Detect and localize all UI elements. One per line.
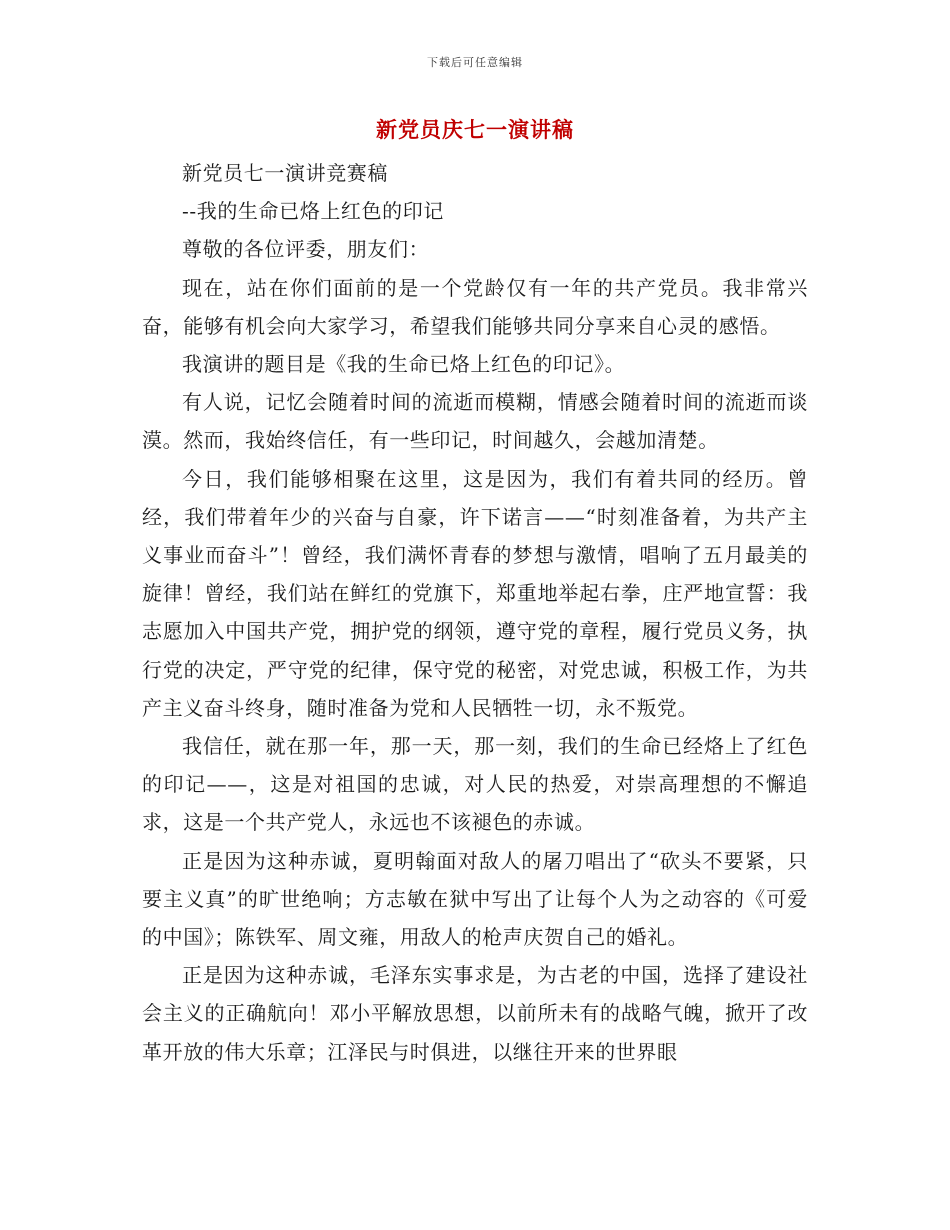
paragraph: 今日，我们能够相聚在这里，这是因为，我们有着共同的经历。曾经，我们带着年少的兴奋与自豪，许下诺言——“时刻准备着，为共产主义事业而奋斗”！曾经，我们满怀青春的梦想与激情，唱响了五月最美的旋律！曾经，我们站在鲜红的党旗下，郑重地举起右拳，庄严地宣誓：我志愿加入中国共产党，拥护党的纲领，遵守党的章程，履行党员义务，执行党的决定，严守党的纪律，保守党的秘密，对党忠诚，积极工作，为共产主义奋斗终身，随时准备为党和人民牺牲一切，永不叛党。 xyxy=(142,466,808,720)
paragraph: 正是因为这种赤诚，夏明翰面对敌人的屠刀唱出了“砍头不要紧，只要主义真”的旷世绝响；方志敏在狱中写出了让每个人为之动容的《可爱的中国》；陈铁军、周文雍，用敌人的枪声庆贺自己的婚礼。 xyxy=(142,848,808,950)
paragraph: 新党员七一演讲竞赛稿 xyxy=(182,161,388,185)
document-title: 新党员庆七一演讲稿 xyxy=(376,117,574,142)
paragraph: 有人说，记忆会随着时间的流逝而模糊，情感会随着时间的流逝而谈漠。然而，我始终信任，有一些印记，时间越久，会越加清楚。 xyxy=(142,390,808,453)
paragraph: 我演讲的题目是《我的生命已烙上红色的印记》。 xyxy=(182,352,626,377)
paragraph: 尊敬的各位评委，朋友们： xyxy=(182,237,430,262)
header-note: 下载后可任意编辑 xyxy=(427,56,523,69)
paragraph: --我的生命已烙上红色的印记 xyxy=(182,199,444,224)
paragraph: 现在，站在你们面前的是一个党龄仅有一年的共产党员。我非常兴奋，能够有机会向大家学习，希望我们能够共同分享来自心灵的感悟。 xyxy=(142,275,808,338)
document-body xyxy=(142,154,808,1071)
paragraph: 正是因为这种赤诚，毛泽东实事求是，为古老的中国，选择了建设社会主义的正确航向！邓小平解放思想，以前所未有的战略气魄，掀开了改革开放的伟大乐章；江泽民与时俱进，以继往开来的世界眼 xyxy=(142,963,808,1064)
paragraph: 我信任，就在那一年，那一天，那一刻，我们的生命已经烙上了红色的印记——，这是对祖国的忠诚，对人民的热爱，对崇高理想的不懈追求，这是一个共产党人，永远也不该褪色的赤诚。 xyxy=(142,734,808,835)
